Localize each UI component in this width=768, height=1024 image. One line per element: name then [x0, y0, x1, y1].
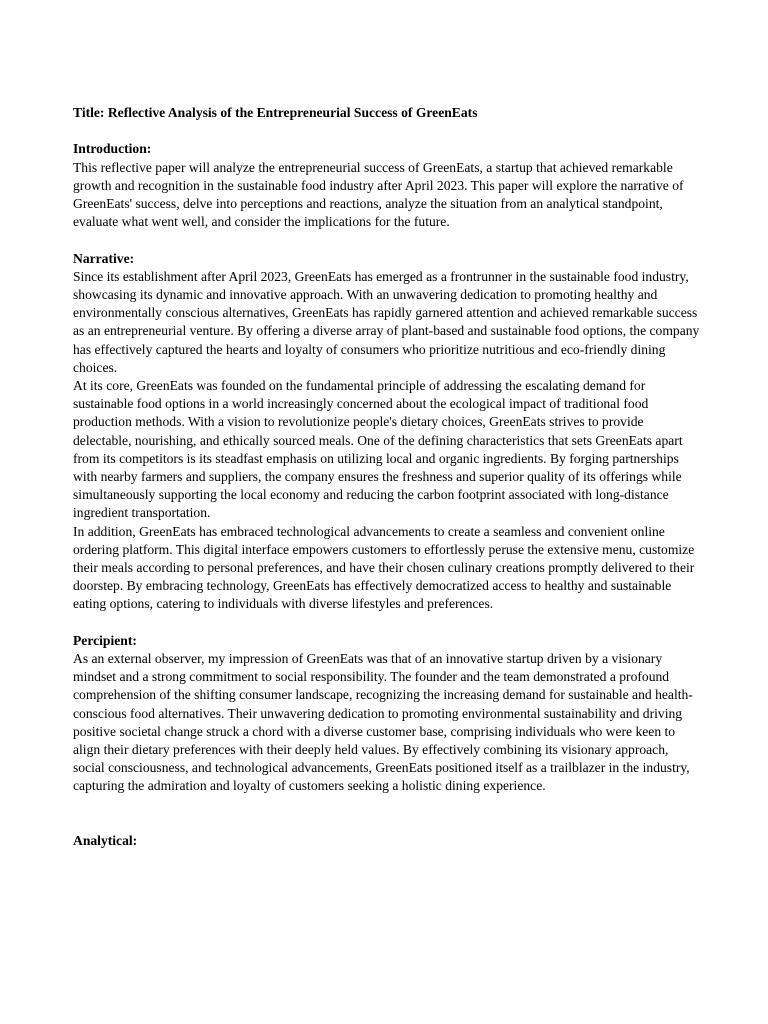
section-percipient	[73, 632, 703, 796]
section-paragraph: In addition, GreenEats has embraced technological advancements to create a seamless and convenient online ordering platform. This digital interface empowers customers to effortlessly peruse the extensive menu, customize their meals according to personal preferences, and have their chosen culinary creations promptly delivered to their doorstep. By embracing technology, GreenEats has effectively democratized access to healthy and sustainable eating options, catering to individuals with diverse lifestyles and preferences.	[73, 523, 695, 612]
section-introduction	[73, 140, 703, 231]
section-narrative	[73, 250, 703, 614]
section-paragraph: At its core, GreenEats was founded on the fundamental principle of addressing the escalating demand for sustainable food options in a world increasingly concerned about the ecological impact of traditional food production methods. With a vision to revolutionize people's dietary choices, GreenEats strives to provide delectable, nourishing, and ethically sourced meals. One of the defining characteristics that sets GreenEats apart from its competitors is its steadfast emphasis on utilizing local and organic ingredients. By forging partnerships with nearby farmers and suppliers, the company ensures the freshness and superior quality of its offerings while simultaneously supporting the local economy and reducing the carbon footprint associated with long-distance ingredient transportation.	[73, 378, 683, 521]
section-heading: Introduction:	[73, 141, 152, 157]
section-paragraph: As an external observer, my impression of GreenEats was that of an innovative startup driven by a visionary mindset and a strong commitment to social responsibility. The founder and the team demonstrated a profound comprehension of the shifting consumer landscape, recognizing the increasing demand for sustainable and health-conscious food alternatives. Their unwavering dedication to promoting environmental sustainability and driving positive societal change struck a chord with a diverse customer base, comprising individuals who were keen to align their dietary preferences with their deeply held values. By effectively combining its visionary approach, social consciousness, and technological advancements, GreenEats positioned itself as a trailblazer in the industry, capturing the admiration and loyalty of customers seeking a holistic dining experience.	[73, 651, 693, 794]
section-analytical	[73, 832, 703, 850]
document-title: Title: Reflective Analysis of the Entrepreneurial Success of GreenEats	[73, 105, 478, 120]
section-paragraph: Since its establishment after April 2023, GreenEats has emerged as a frontrunner in the sustainable food industry, showcasing its dynamic and innovative approach. With an unwavering dedication to promoting healthy and environmentally conscious alternatives, GreenEats has rapidly garnered attention and achieved remarkable success as an entrepreneurial venture. By offering a diverse array of plant-based and sustainable food options, the company has effectively captured the hearts and loyalty of consumers who prioritize nutritious and eco-friendly dining choices.	[73, 268, 700, 375]
document-page	[73, 104, 703, 868]
section-paragraph: This reflective paper will analyze the entrepreneurial success of GreenEats, a startup that achieved remarkable growth and recognition in the sustainable food industry after April 2023. This paper will explore the narrative of GreenEats' success, delve into perceptions and reactions, analyze the situation from an analytical standpoint, evaluate what went well, and consider the implications for the future.	[73, 159, 684, 230]
section-heading: Percipient:	[73, 632, 137, 648]
section-heading: Analytical:	[73, 833, 138, 849]
section-heading: Narrative:	[73, 250, 135, 266]
